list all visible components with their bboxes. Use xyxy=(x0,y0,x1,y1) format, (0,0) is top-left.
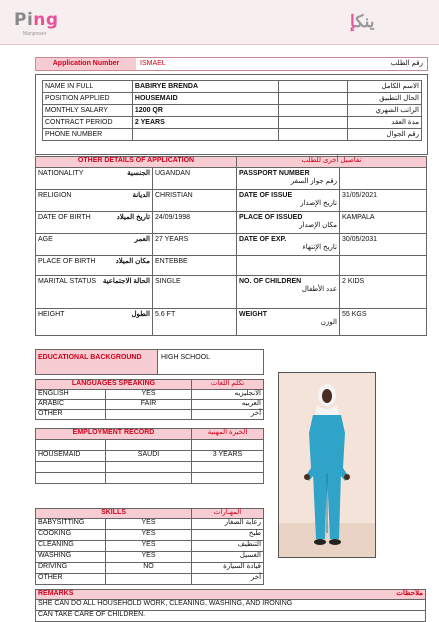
skill-value: YES xyxy=(106,552,192,563)
applicant-photo-image xyxy=(279,373,375,557)
details-left-label xyxy=(36,234,153,256)
language-level xyxy=(106,410,192,420)
details-row xyxy=(36,212,427,234)
details-left-value: SINGLE xyxy=(153,276,237,309)
personal-label-ar: الحال التطبيق xyxy=(348,93,422,105)
details-row xyxy=(36,168,427,190)
remarks-line-2: CAN TAKE CARE OF CHILDREN. xyxy=(36,611,426,622)
details-left-label-en: HEIGHT xyxy=(38,311,65,318)
language-row xyxy=(36,390,264,400)
skills-title: SKILLS xyxy=(36,509,192,519)
other-details-title-ar: تفاصيل أخرى للطلب xyxy=(237,157,427,168)
details-left-label-ar: تاريخ الميلاد xyxy=(116,214,150,221)
skill-name: OTHER xyxy=(36,574,106,585)
personal-spacer xyxy=(279,93,348,105)
skill-name: WASHING xyxy=(36,552,106,563)
details-left-label xyxy=(36,190,153,212)
details-left-label-en: MARITAL STATUS xyxy=(38,278,97,285)
details-right-label-ar: تاريخ الإنتهاء xyxy=(302,244,337,251)
remarks-title-ar: ملاحظات xyxy=(396,590,423,597)
skill-name: CLEANING xyxy=(36,541,106,552)
personal-value: HOUSEMAID xyxy=(132,93,278,105)
skill-name: BABYSITTING xyxy=(36,519,106,530)
details-right-value xyxy=(340,168,427,190)
details-left-label xyxy=(36,256,153,276)
employment-country xyxy=(106,462,192,473)
personal-label-ar: الراتب الشهري xyxy=(348,105,422,117)
personal-row xyxy=(43,117,422,129)
details-left-label xyxy=(36,276,153,309)
language-name-ar: آخر xyxy=(192,410,264,420)
details-right-label xyxy=(237,190,340,212)
details-left-value: 24/09/1998 xyxy=(153,212,237,234)
personal-spacer xyxy=(279,129,348,141)
details-right-label-ar: عدد الأطفال xyxy=(301,286,337,293)
employment-row xyxy=(36,473,264,484)
application-number-label-ar: رقم الطلب xyxy=(390,60,423,67)
language-row xyxy=(36,400,264,410)
details-right-value: 2 KIDS xyxy=(340,276,427,309)
details-left-label-ar: الحالة الاجتماعية xyxy=(102,278,150,285)
employment-title: EMPLOYMENT RECORD xyxy=(36,429,192,440)
details-left-label-en: PLACE OF BIRTH xyxy=(38,258,96,265)
language-name-ar: العربيه xyxy=(192,400,264,410)
employment-table xyxy=(35,428,264,484)
personal-value: 1200 QR xyxy=(132,105,278,117)
details-left-label-en: RELIGION xyxy=(38,192,72,199)
details-right-value xyxy=(340,256,427,276)
details-left-label xyxy=(36,212,153,234)
details-right-label xyxy=(237,276,340,309)
employment-period xyxy=(192,462,264,473)
arabic-logo: ينكإ xyxy=(350,12,375,31)
remarks-line-1: SHE CAN DO ALL HOUSEHOLD WORK, CLEANING, WASHING, AND IRONING xyxy=(36,600,426,611)
details-row xyxy=(36,276,427,309)
skill-row xyxy=(36,530,264,541)
skill-name-ar: قيادة السيارة xyxy=(192,563,264,574)
education-label: EDUCATIONAL BACKGROUND xyxy=(38,354,142,361)
application-number-bar xyxy=(35,57,428,71)
application-number-label: Application Number xyxy=(36,58,136,70)
details-right-value: 30/05/2031 xyxy=(340,234,427,256)
details-left-value: 5.6 FT xyxy=(153,309,237,336)
details-right-label-ar: الوزن xyxy=(320,319,337,326)
language-name: ARABIC xyxy=(36,400,106,410)
details-right-label xyxy=(237,256,340,276)
details-right-label-ar: مكان الإصدار xyxy=(299,222,337,229)
skill-value: YES xyxy=(106,541,192,552)
details-left-label-ar: العمر xyxy=(134,236,150,243)
personal-row xyxy=(43,105,422,117)
details-row xyxy=(36,190,427,212)
other-details-title: OTHER DETAILS OF APPLICATION xyxy=(36,157,237,168)
personal-value: BABIRYE BRENDA xyxy=(132,81,278,93)
details-right-label-ar: رقم جواز السفر xyxy=(290,178,337,185)
personal-spacer xyxy=(279,105,348,117)
skill-name-ar: الغسيل xyxy=(192,552,264,563)
skill-value: NO xyxy=(106,563,192,574)
details-left-value: CHRISTIAN xyxy=(153,190,237,212)
details-left-label-en: AGE xyxy=(38,236,53,243)
employment-position xyxy=(36,462,106,473)
skill-name-ar: رعاية الصغار xyxy=(192,519,264,530)
skill-row xyxy=(36,552,264,563)
details-row xyxy=(36,309,427,336)
details-right-value: 55 KGS xyxy=(340,309,427,336)
remarks-title: REMARKS ملاحظات xyxy=(36,590,426,600)
other-details-table xyxy=(35,156,427,336)
details-row xyxy=(36,256,427,276)
details-left-label xyxy=(36,168,153,190)
personal-row xyxy=(43,93,422,105)
details-left-label-ar: مكان الميلاد xyxy=(115,258,150,265)
personal-value: 2 YEARS xyxy=(132,117,278,129)
skill-value: YES xyxy=(106,519,192,530)
languages-title-ar: تكلم اللغات xyxy=(192,380,264,390)
skill-row xyxy=(36,541,264,552)
language-level: FAIR xyxy=(106,400,192,410)
languages-table xyxy=(35,379,264,420)
details-right-label-en: PLACE OF ISSUED xyxy=(239,214,303,221)
education-label-cell xyxy=(35,349,158,375)
details-left-value: ENTEBBE xyxy=(153,256,237,276)
skills-table xyxy=(35,508,264,585)
skill-row xyxy=(36,519,264,530)
details-right-label xyxy=(237,234,340,256)
employment-row xyxy=(36,462,264,473)
details-left-label-en: DATE OF BIRTH xyxy=(38,214,91,221)
details-right-label-en: PASSPORT NUMBER xyxy=(239,170,310,177)
skill-name-ar: آخر xyxy=(192,574,264,585)
details-right-value: 31/05/2021 xyxy=(340,190,427,212)
employment-title-ar: الخبرة المهنية xyxy=(192,429,264,440)
details-right-value: KAMPALA xyxy=(340,212,427,234)
applicant-photo xyxy=(278,372,376,558)
personal-label: PHONE NUMBER xyxy=(43,129,133,141)
details-left-label-en: NATIONALITY xyxy=(38,170,84,177)
language-row xyxy=(36,410,264,420)
employment-period xyxy=(192,473,264,484)
personal-label: NAME IN FULL xyxy=(43,81,133,93)
education-value-cell xyxy=(157,349,264,375)
personal-label: CONTRACT PERIOD xyxy=(43,117,133,129)
employment-position: HOUSEMAID xyxy=(36,451,106,462)
personal-label-ar: مدة العقد xyxy=(348,117,422,129)
personal-label: POSITION APPLIED xyxy=(43,93,133,105)
skill-name-ar: طبخ xyxy=(192,530,264,541)
details-row xyxy=(36,234,427,256)
details-right-label-en: DATE OF ISSUE xyxy=(239,192,293,199)
employment-country: SAUDI xyxy=(106,451,192,462)
personal-info-table xyxy=(42,80,422,141)
details-left-label-ar: الطول xyxy=(131,311,150,318)
skill-name: DRIVING xyxy=(36,563,106,574)
languages-title: LANGUAGES SPEAKING xyxy=(36,380,192,390)
details-right-label-en: NO. OF CHILDREN xyxy=(239,278,302,285)
personal-label-ar: رقم الجوال xyxy=(348,129,422,141)
education-value: HIGH SCHOOL xyxy=(161,354,211,361)
skill-name-ar: التنظيف xyxy=(192,541,264,552)
details-right-label-en: WEIGHT xyxy=(239,311,267,318)
personal-row xyxy=(43,129,422,141)
personal-label-ar: الاسم الكامل xyxy=(348,81,422,93)
details-right-label xyxy=(237,168,340,190)
logo-subtitle: Manpower xyxy=(23,31,47,37)
skill-name: COOKING xyxy=(36,530,106,541)
personal-spacer xyxy=(279,117,348,129)
remarks-table xyxy=(35,589,426,622)
skill-row xyxy=(36,563,264,574)
skill-value xyxy=(106,574,192,585)
details-left-label-ar: الديانة xyxy=(132,192,150,199)
skill-value: YES xyxy=(106,530,192,541)
language-level: YES xyxy=(106,390,192,400)
application-number-value: ISMAEL xyxy=(140,60,166,67)
skill-row xyxy=(36,574,264,585)
employment-period: 3 YEARS xyxy=(192,451,264,462)
employment-row xyxy=(36,451,264,462)
employment-country xyxy=(106,473,192,484)
personal-value xyxy=(132,129,278,141)
personal-row xyxy=(43,81,422,93)
details-right-label-en: DATE OF EXP. xyxy=(239,236,287,243)
language-name: OTHER xyxy=(36,410,106,420)
language-name-ar: الانجليزيه xyxy=(192,390,264,400)
details-right-label xyxy=(237,309,340,336)
personal-spacer xyxy=(279,81,348,93)
details-left-value: 27 YEARS xyxy=(153,234,237,256)
details-left-value: UGANDAN xyxy=(153,168,237,190)
ping-logo: Ping xyxy=(14,10,59,30)
language-name: ENGLISH xyxy=(36,390,106,400)
details-right-label-ar: تاريخ الإصدار xyxy=(300,200,337,207)
skills-title-ar: المهـارات xyxy=(192,509,264,519)
personal-label: MONTHLY SALARY xyxy=(43,105,133,117)
employment-position xyxy=(36,473,106,484)
details-left-label-ar: الجنسية xyxy=(127,170,150,177)
details-left-label xyxy=(36,309,153,336)
details-right-label xyxy=(237,212,340,234)
